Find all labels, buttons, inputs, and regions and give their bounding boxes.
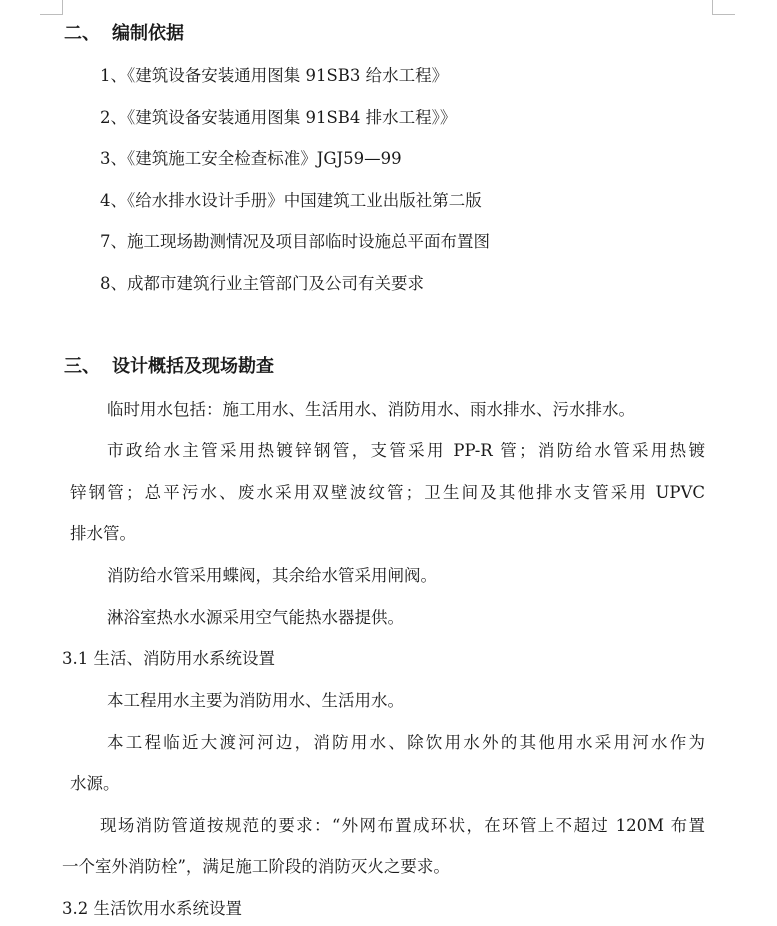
paragraph-fire-pipe-line-2: 一个室外消防栓”，满足施工阶段的消防灭火之要求。	[62, 857, 450, 876]
section-3-title: 设计概括及现场勘查	[112, 356, 274, 377]
section-2-number: 二、	[64, 23, 100, 44]
paragraph-valves: 消防给水管采用蝶阀，其余给水管采用闸阀。	[107, 566, 437, 585]
paragraph-water-use: 本工程用水主要为消防用水、生活用水。	[107, 691, 404, 710]
paragraph-temporary-water: 临时用水包括：施工用水、生活用水、消防用水、雨水排水、污水排水。	[107, 400, 635, 419]
paragraph-fire-pipe-line-1: 现场消防管道按规范的要求：“外网布置成环状，在环管上不超过 120M 布置	[100, 816, 705, 835]
reference-item-2: 2、《建筑设备安装通用图集 91SB4 排水工程》》	[100, 108, 457, 127]
section-3-number: 三、	[64, 356, 100, 377]
subsection-3-2-title: 3.2 生活饮用水系统设置	[62, 899, 242, 918]
paragraph-water-source-line-2: 水源。	[70, 774, 120, 793]
paragraph-pipes-line-3: 排水管。	[70, 524, 136, 543]
reference-item-3: 3、《建筑施工安全检查标准》JGJ59—99	[100, 149, 402, 168]
reference-item-8: 8、成都市建筑行业主管部门及公司有关要求	[100, 274, 424, 293]
reference-item-4: 4、《给水排水设计手册》中国建筑工业出版社第二版	[100, 191, 482, 210]
margin-corner-mark-right	[712, 0, 735, 15]
paragraph-pipes-line-1: 市政给水主管采用热镀锌钢管，支管采用 PP-R 管；消防给水管采用热镀	[107, 441, 705, 460]
reference-item-1: 1、《建筑设备安装通用图集 91SB3 给水工程》	[100, 66, 449, 85]
paragraph-hot-water: 淋浴室热水水源采用空气能热水器提供。	[107, 608, 404, 627]
margin-corner-mark-left	[40, 0, 63, 15]
paragraph-water-source-line-1: 本工程临近大渡河河边，消防用水、除饮用水外的其他用水采用河水作为	[107, 733, 705, 752]
reference-item-7: 7、施工现场勘测情况及项目部临时设施总平面布置图	[100, 232, 490, 251]
section-2-title: 编制依据	[112, 23, 184, 44]
paragraph-pipes-line-2: 锌钢管；总平污水、废水采用双壁波纹管；卫生间及其他排水支管采用 UPVC	[70, 483, 705, 502]
section-3-heading	[64, 355, 274, 379]
subsection-3-1-title: 3.1 生活、消防用水系统设置	[62, 649, 275, 668]
section-2-heading	[64, 22, 184, 46]
